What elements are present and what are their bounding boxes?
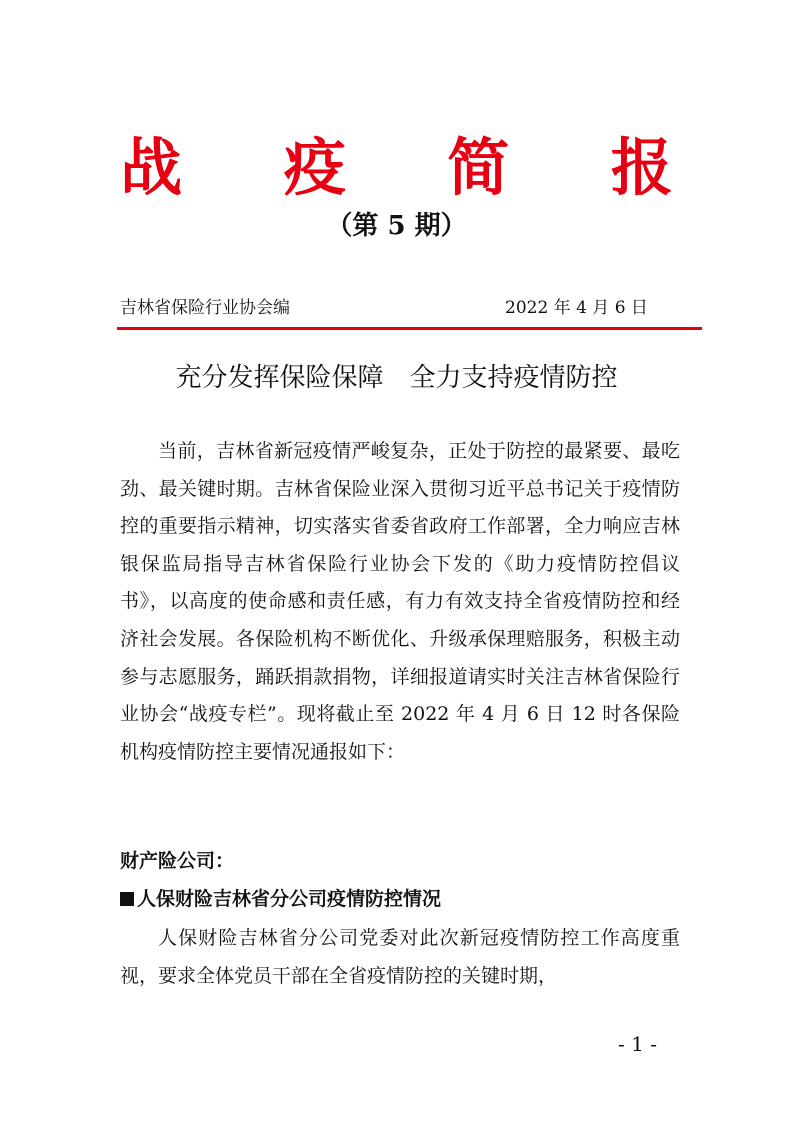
subsection-heading [120, 881, 680, 919]
publisher-line: 吉林省保险行业协会编 [120, 298, 290, 318]
subsection-body [120, 920, 680, 995]
article-body [120, 433, 680, 771]
subsection-paragraph: 人保财险吉林省分公司党委对此次新冠疫情防控工作高度重视，要求全体党员干部在全省疫情防控的关键时期， [120, 927, 680, 987]
black-square-icon [120, 892, 134, 906]
bulletin-masthead: 战 疫 简 报 [120, 131, 713, 204]
intro-paragraph: 当前，吉林省新冠疫情严峻复杂，正处于防控的最紧要、最吃劲、最关键时期。吉林省保险业深入贯彻习近平总书记关于疫情防控的重要指示精神，切实落实省委省政府工作部署，全力响应吉林银保监局指导吉林省保险行业协会下发的《助力疫情防控倡议书》，以高度的使命感和责任感，有力有效支持全省疫情防控和经济社会发展。各保险机构不断优化、升级承保理赔服务，积极主动参与志愿服务，踊跃捐款捐物，详细报道请实时关注吉林省保险行业协会“战疫专栏”。现将截止至 2022 年 4 月 6 日 12 时各保险机构疫情防控主要情况通报如下： [120, 440, 680, 763]
issue-number: （第 5 期） [326, 211, 467, 241]
page-number: - 1 - [618, 1032, 657, 1056]
red-divider [117, 327, 702, 330]
subsection-heading-text: 人保财险吉林省分公司疫情防控情况 [137, 888, 442, 910]
article-title: 充分发挥保险保障 全力支持疫情防控 [175, 363, 618, 393]
publish-date: 2022 年 4 月 6 日 [505, 298, 648, 318]
section-heading: 财产险公司： [120, 850, 235, 872]
